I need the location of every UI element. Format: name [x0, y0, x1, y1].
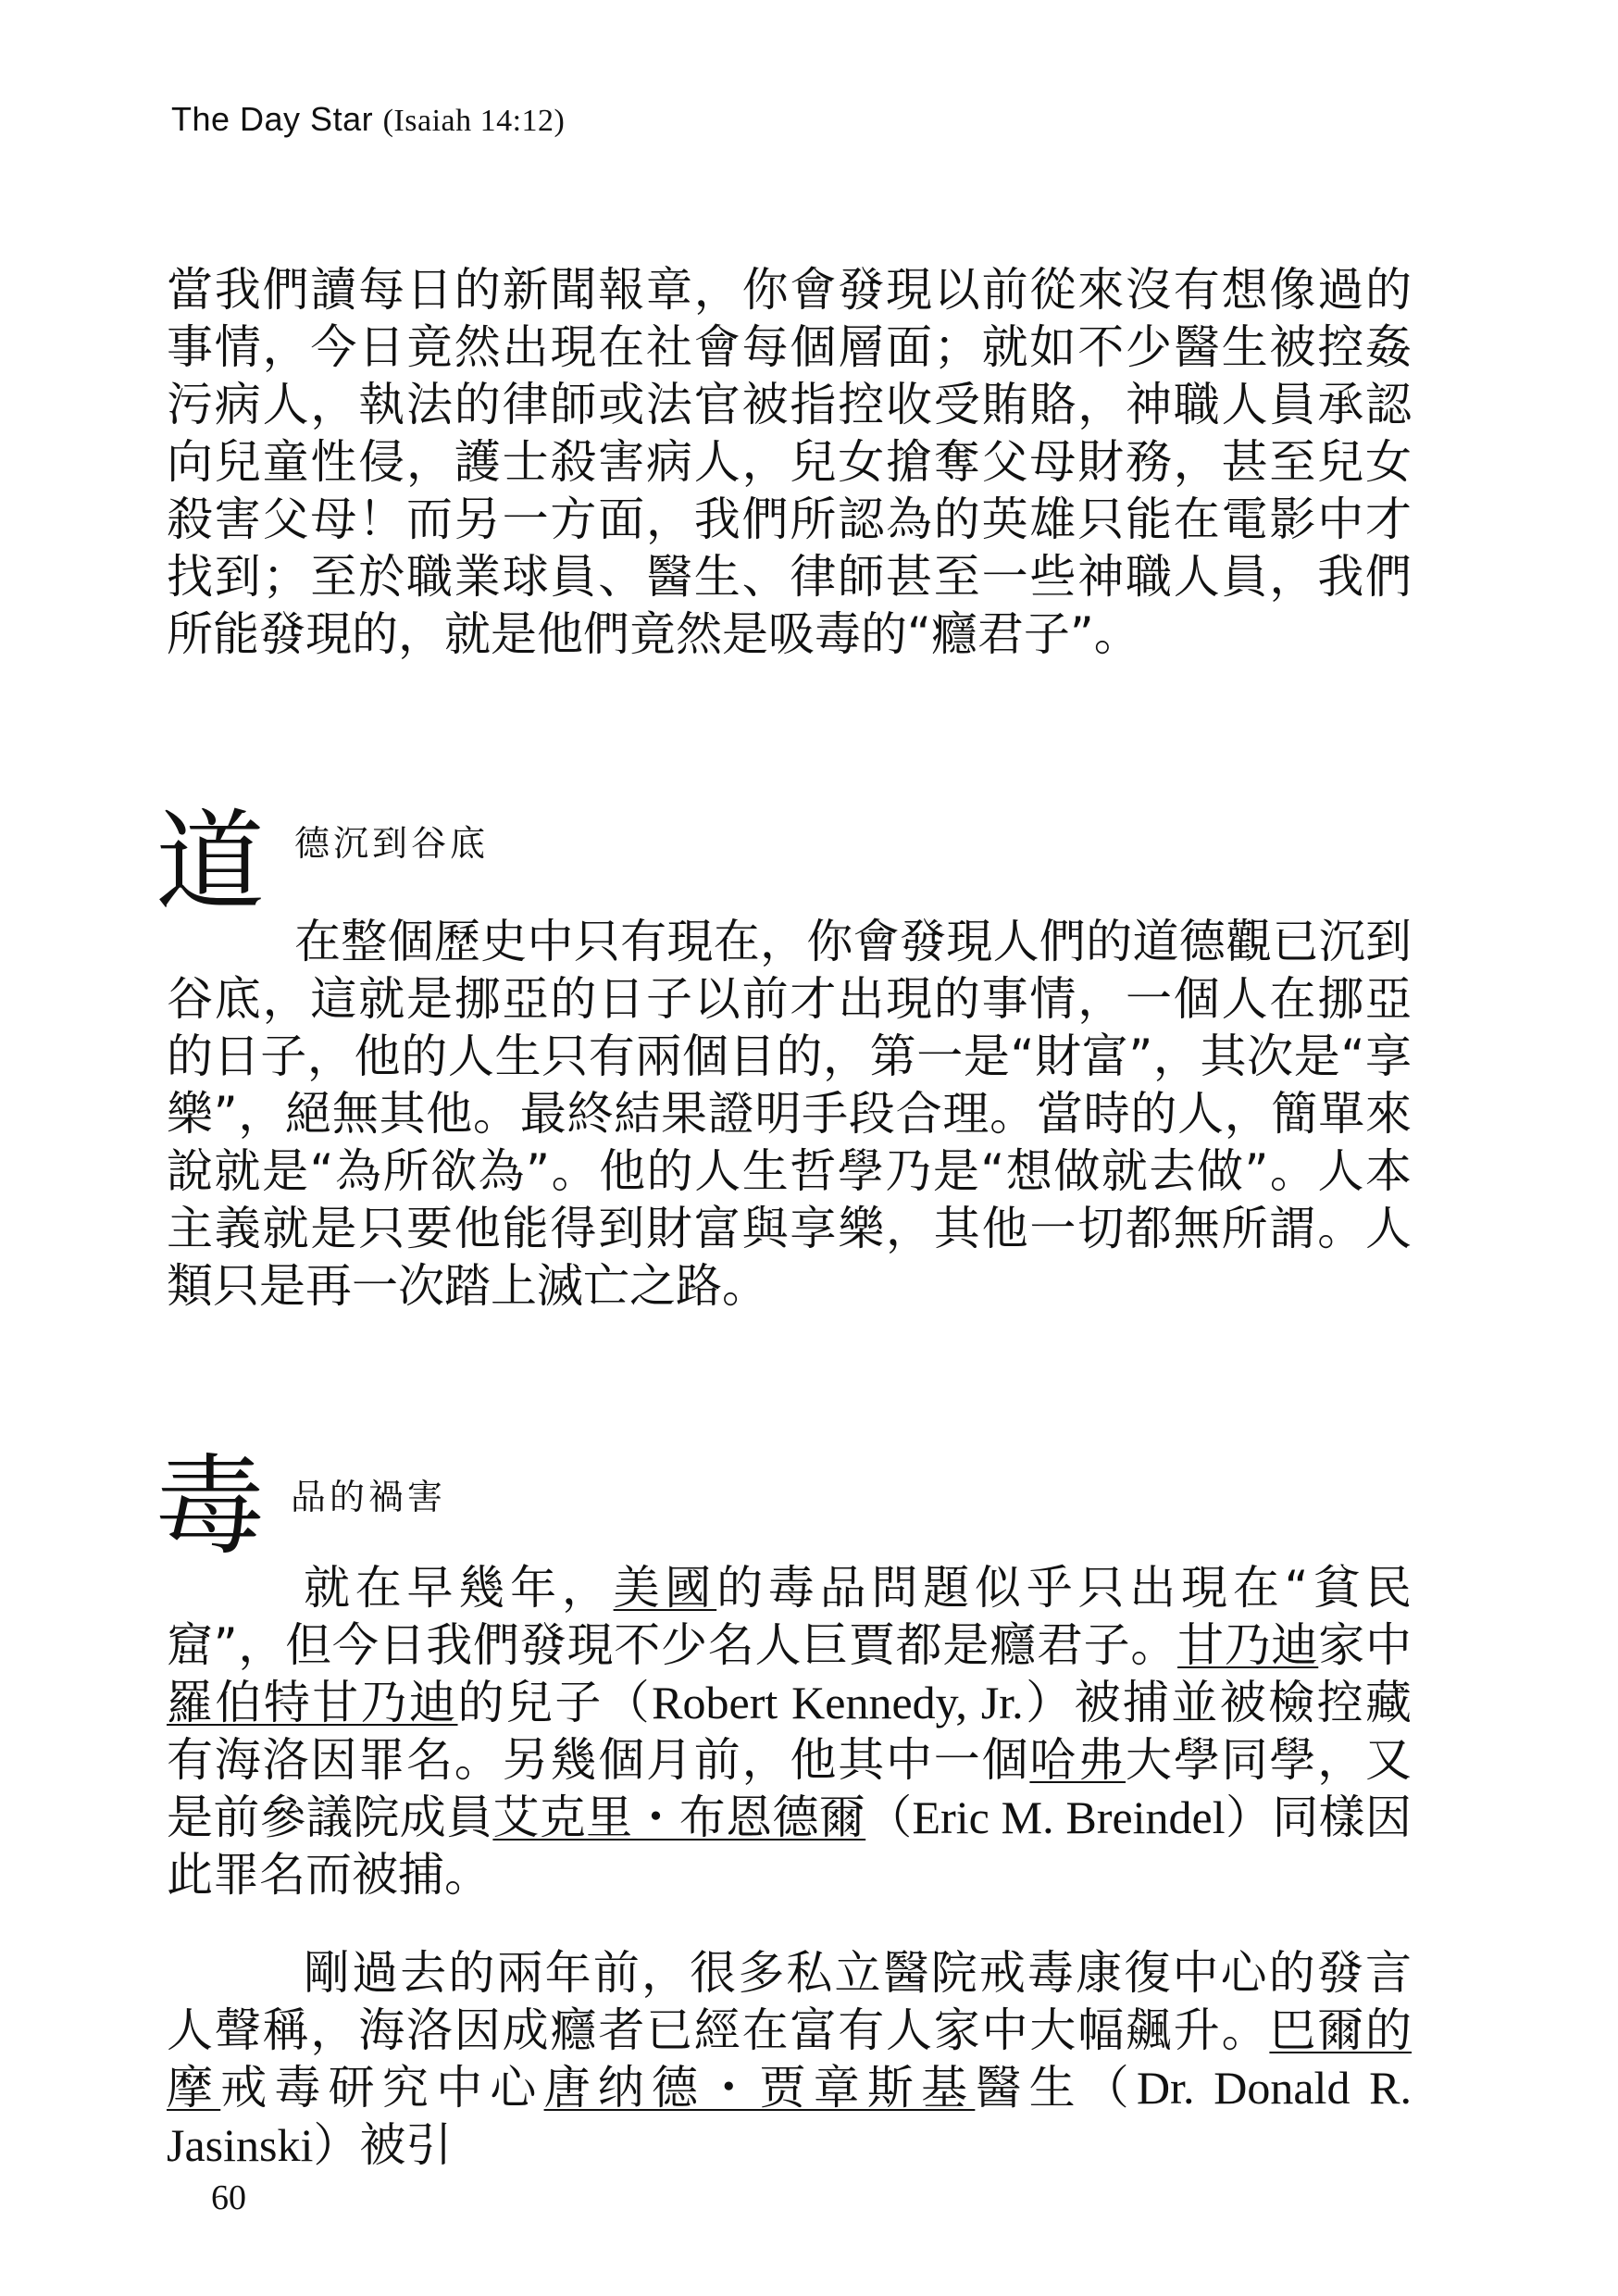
underlined-name-eric-breindel: 艾克里・布恩德爾: [492, 1791, 866, 1844]
underlined-name-harvard: 哈弗: [1029, 1733, 1126, 1787]
scripture-reference: (Isaiah 14:12): [382, 104, 566, 138]
latin-name-eric: Eric M. Breindel: [912, 1791, 1226, 1843]
text-run: 家中: [1318, 1618, 1412, 1672]
morality-paragraph: 在整個歷史中只有現在，你會發現人們的道德觀已沉到谷底，這就是挪亞的日子以前才出現的事情，一個人在挪亞的日子，他的人生只有兩個目的，第一是“財富”，其次是“享樂”，絕無其他。最終結果證明手段合理。當時的人，簡單來說就是“為所欲為”。他的人生哲學乃是“想做就去做”。人本主義就是只要他能得到財富與享樂，其他一切都無所謂。人類只是再一次踏上滅亡之路。: [167, 915, 1412, 1313]
text-run: 的毒品問題似乎只出現在“貧民窟”，但今日我們發現不少名人巨賈都是癮君子。: [167, 1561, 1413, 1672]
text-run: 醫生（: [975, 2061, 1138, 2115]
underlined-name-usa: 美國: [613, 1561, 717, 1615]
latin-name-donald: Dr. Donald R. Jasinski: [167, 2062, 1413, 2171]
drugs-paragraph-1: [167, 1559, 1412, 1903]
underlined-name-baltimore: 巴爾的摩: [167, 2003, 1413, 2115]
text-run: ）被引: [313, 2118, 453, 2172]
latin-name-robert: Robert Kennedy, Jr.: [652, 1677, 1024, 1728]
text-run: 大學同學，又是前參議院成員: [167, 1733, 1413, 1844]
intro-paragraph: 當我們讀每日的新聞報章，你會發現以前從來沒有想像過的事情，今日竟然出現在社會每個層面；就如不少醫生被控姦污病人，執法的律師或法官被指控收受賄賂，神職人員承認向兒童性侵，護士殺害病人，兒女搶奪父母財務，甚至兒女殺害父母！而另一方面，我們所認為的英雄只能在電影中才找到；至於職業球員、醫生、律師甚至一些神職人員，我們所能發現的，就是他們竟然是吸毒的“癮君子”。: [167, 263, 1412, 661]
underlined-name-kennedy: 甘乃迪: [1177, 1618, 1319, 1672]
text-run: 就在早幾年，: [304, 1561, 614, 1615]
text-run: （: [865, 1791, 913, 1844]
running-header: [171, 100, 565, 139]
text-run: 剛過去的兩年前，很多私立醫院戒毒康復中心的發言人聲稱，海洛因成癮者已經在富有人家中大幅飆升。: [167, 1946, 1412, 2057]
dropcap-morality: 道: [156, 798, 266, 926]
underlined-name-donald-jasinski: 唐纳德・贾章斯基: [543, 2061, 976, 2115]
heading-drugs: 品的禍害: [291, 1477, 447, 1517]
page-number: 60: [211, 2178, 246, 2217]
text-run: ）同樣因此罪名而被捕。: [167, 1791, 1413, 1902]
text-run: 的兒子（: [457, 1676, 653, 1729]
text-run: ）被捕並被檢控藏有海洛因罪名。另幾個月前，他其中一個: [167, 1676, 1413, 1787]
text-run: 戒毒研究中心: [220, 2061, 544, 2115]
dropcap-drugs: 毒: [156, 1442, 266, 1570]
underlined-name-robert-kennedy: 羅伯特甘乃迪: [167, 1676, 458, 1729]
heading-morality: 德沉到谷底: [294, 823, 490, 864]
book-title: The Day Star: [171, 100, 374, 138]
drugs-paragraph-2: [167, 1944, 1412, 2174]
